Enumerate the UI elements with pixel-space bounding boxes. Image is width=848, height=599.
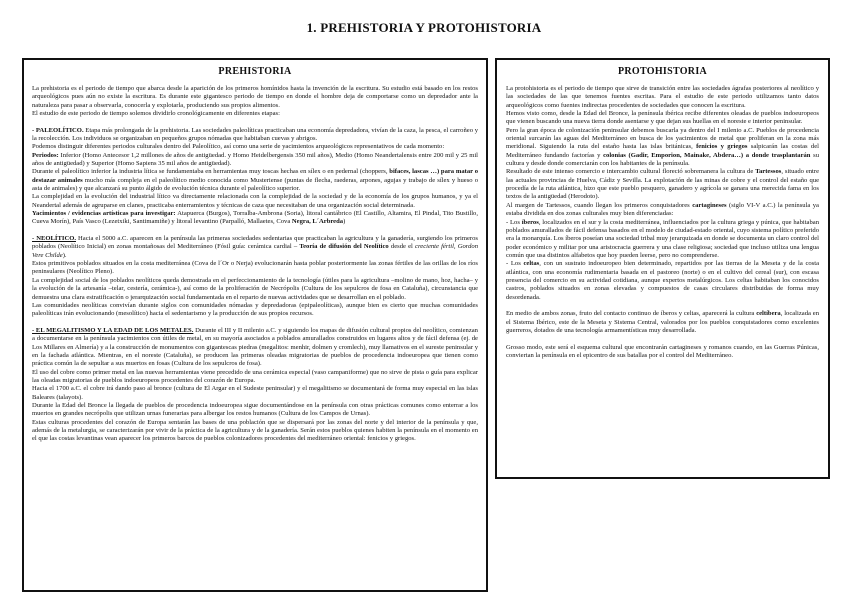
colonizacion-c: salpicarán las costas del Mediterráneo fundando factorías y bbox=[506, 143, 819, 159]
neolitico-comunidades: Las comunidades neolíticas convivían durante siglos con comunidades nómadas y depredadoras (epipaleolíticas), aunque bien es cierto que muchas comunidades paleolíticas irán evolucionando (mesolítico) hacia el sedentarismo y la producción de sus propios recursos. bbox=[32, 301, 478, 318]
megalitismo-text: Durante el III y II milenio a.C. y siguiendo los mapas de difusión cultural propios del neolítico, comienzan a documentarse en la península yacimientos con útiles de metal, en su mayoría asociados a poblados amurallados construidos en lugares altos y de fácil defensa (ej. de Los Millares en Almería) y a la construcción de monumentos con gigantescas piedras (megalitos: menhir, dolmen y cromlech), muy llamativos en el sureste peninsular y en la fachada atlántica. Mientras, en el noreste (Cataluña), se producen las primeras oleadas migratorias de pueblos de procedencia indoeuropea que tienen como práctica común la de sepultar a sus muertos en fosas (Cultura de los sepulcros de fosa). bbox=[32, 326, 478, 368]
protohistoria-iberos bbox=[506, 219, 819, 261]
teoria-text: desde el bbox=[388, 243, 416, 251]
tartessos-bold: Tartessos bbox=[755, 168, 782, 176]
colonizacion-fenicios: fenicios y griegos bbox=[696, 143, 748, 151]
paleolitico-periodos bbox=[32, 152, 478, 169]
industria-text-bold: bifaces, lascas …) para matar o destazar animales bbox=[32, 168, 478, 184]
paleolitico-periodos-intro: Podemos distinguir diferentes periodos culturales dentro del Paleolítico, así como una serie de yacimientos arqueológicos representativos de cada momento: bbox=[32, 143, 445, 151]
protohistoria-tartessos bbox=[506, 168, 819, 201]
protohistoria-celtas bbox=[506, 260, 819, 302]
yacimientos-end: ) bbox=[343, 218, 346, 226]
paleolitico-text: Etapa más prolongada de la prehistoria. Las sociedades paleolíticas practicaban una economía depredadora, vivían de la caza, la pesca, el carroñeo y la recolección. Los individuos se organizaban en pequeños grupos nómadas que habitaban cuevas y abrigos. bbox=[32, 126, 478, 143]
neolitico-complejidad: La complejidad social de los poblados neolíticos queda demostrada en el perfeccionamiento de la tecnología (útiles para la agricultura –molino de mano, hoz, hacha– y la evolución de la artesanía –telar, cestería, cerámica-), así como de la proliferación de Necrópolis (Cultura de los sepulcros de fosa en Cataluña), circunstancia que demuestra una clara estratificación o jerarquización social fundamentada en el reparto de nuevas actividades que se desarrollan en el poblado. bbox=[32, 276, 478, 301]
industria-text-c: mucho más compleja en el paleolítico medio conocida como Musteriense (puntas de flecha, raederas, arpones, agujas y trabajo de sílex y hueso o asta de animales) y que alcanzará su punto álgido de evolución técnica durante el paleolítico superior. bbox=[32, 176, 478, 193]
colonizacion-e: su cultura y desde donde comerciarán con los habitantes de la península. bbox=[506, 151, 820, 168]
cartagineses-a: Al margen de Tartessos, cuando llegan los primeros conquistadores bbox=[506, 201, 693, 209]
celtas-a: - Los bbox=[506, 260, 524, 268]
teoria-italic: creciente fértil, Gordon Vere Childe bbox=[32, 243, 479, 259]
protohistoria-heading: PROTOHISTORIA bbox=[617, 66, 708, 77]
neolitico-paragraph bbox=[32, 235, 478, 260]
periodos-text: Inferior (Homo Antecesor 1,2 millones de años de antigüedad. y Homo Heidelbergensis 350 mil años), Medio (Homo Neandertalensis entre 200 mil y 25 mil años de antigüedad) y Superior (Homo Sapiens 35 mil años de antigüedad). bbox=[32, 151, 478, 168]
tartessos-c: , situado entre las actuales provincias de Huelva, Cádiz y Sevilla. La explotación de las minas de cobre y el control del estaño que procedía de la ruta atlántica, hizo que este pueblo pesquero, ganadero y agrícola se ganara una merecida fama en los textos de la antigüedad (Herodoto). bbox=[506, 168, 820, 201]
paleolitico-label: - PALEOLÍTICO. bbox=[32, 126, 84, 134]
protohistoria-celtiberos bbox=[506, 310, 819, 335]
neolitico-poblados: Estos primitivos poblados situados en la costa mediterránea (Cova de l´Or o Nerja) evolucionarán hasta poblar posteriormente las zonas fértiles de las orillas de los ríos peninsulares (Neolítico Pleno). bbox=[32, 260, 478, 276]
iberos-c: , localizados en el sur y la costa mediterránea, influenciados por la cultura griega y púnica, que habitaban poblados amurallados de fácil defensa basados en el modelo de ciudad-estado oriental, cuyo sistema político preferido era la monarquía. Los íberos poseían una sociedad tribal muy jerarquizada en donde se documenta un claro control del poder económico y militar por una aristocracia guerrera y una clase religiosa; sociedad que incluso utiliza una lengua común que usa distintos alfabetos que hoy pueden leerse, pero no comprenderse. bbox=[506, 218, 819, 259]
protohistoria-conclusion: Grosso modo, este será el esquema cultural que encontrarán cartagineses y romanos cuando, en las Guerras Púnicas, conviertan la península en el epicentro de sus batallas por el control del Mediterráneo. bbox=[506, 343, 819, 359]
cartagineses-bold: cartagineses bbox=[692, 201, 727, 209]
yacimientos-bold: Negra, L´Arbreda bbox=[291, 218, 344, 226]
celtas-c: , con un sustrato indoeuropeo bien determinado, repartidos por las tierras de la Meseta y de la costa atlántica, con una economía rudimentaria basada en el pastoreo (norte) o en el cultivo del cereal (sur), con escasa presencia del comercio en su actividad cotidiana, aunque expertos metalúrgicos. Los celtas habitaban los conocidos castros, poblados situados en zonas elevadas y compuestos de casas circulares distribuidas de forma muy desordenada. bbox=[506, 260, 819, 301]
celtas-bold: celtas bbox=[523, 260, 540, 268]
cartagineses-c: (siglo VI-V a.C.) la península ya estaba dividida en dos zonas culturales muy bien diferenciadas: bbox=[506, 201, 819, 218]
paleolitico-paragraph bbox=[32, 127, 478, 144]
megalitismo-culturas: Estas culturas procedentes del corazón de Europa sentarán las bases de una población que se dispersará por las zonas del norte y del interior de la península y que, además de la metalurgia, se caracterizarán por vivir de la práctica de la agricultura y de la ganadería. Serán estos pueblos quienes habiten la península en el momento en el que las costas levantinas vean aparecer los primeros barcos de pueblos colonizadores procedentes del mediterráneo oriental: fenicios y griegos. bbox=[32, 418, 478, 443]
prehistoria-section bbox=[22, 58, 488, 592]
protohistoria-section bbox=[495, 58, 830, 479]
colonizacion-a: Pero la gran época de colonización peninsular debemos buscarla ya dentro del I milenio a.C. Pueblos de procedencia oriental surcarán las aguas del Mediterráneo en busca de los yacimientos de metal que proliferan en la zona más meridional. Siguiendo la ruta del estaño hasta las islas británicas, bbox=[506, 126, 819, 151]
industria-text-a: Durante el paleolítico inferior la industria lítica se fundamentaba en herramientas muy toscas hechas en sílex o en pedernal (choppers, bbox=[32, 168, 390, 176]
teoria-label: Teoría de difusión del Neolítico bbox=[299, 243, 389, 251]
tartessos-a: Resultado de este intenso comercio e intercambio cultural floreció sobremanera la cultura de bbox=[506, 168, 756, 176]
megalitismo-edad-bronce: Durante la Edad del Bronce la llegada de pueblos de procedencia indoeuropea sigue documentándose en la península con otras prácticas comunes como enterrar a los muertos en grandes necrópolis que utilizan urnas funerarias para albergar los restos humanos (Cultura de los Campos de Urnas). bbox=[32, 401, 478, 418]
protohistoria-colonizacion bbox=[506, 127, 819, 169]
megalitismo-paragraph bbox=[32, 327, 478, 369]
protohistoria-cartagineses bbox=[506, 202, 819, 219]
colonizacion-colonias: colonias (Gadir, Emporion, Mainake, Abdera…) a donde trasplantarán bbox=[603, 151, 811, 159]
megalitismo-bronce: Hacia el 1700 a.C. el cobre irá dando paso al bronce (cultura de El Argar en el Sudeste peninsular) y el megalitismo se documentará de forma muy especial en las islas Baleares (talayots). bbox=[32, 385, 478, 401]
neolitico-label: - NEOLÍTICO. bbox=[32, 235, 76, 243]
yacimientos-text: Atapuerca (Burgos), Torralba-Ambrona (Soria), litoral cantábrico (El Castillo, Altamira, El Pindal, Tito Bustillo, Cueva Morín), País Vasco (Lezetxiki, Santimamiñe) y litoral levantino (Parpalló, Mallaetes, Cova bbox=[32, 210, 478, 226]
page-title: 1. PREHISTORIA Y PROTOHISTORIA bbox=[306, 20, 542, 35]
iberos-bold: íberos bbox=[521, 218, 539, 226]
prehistoria-intro: La prehistoria es el periodo de tiempo que abarca desde la aparición de los primeros homínidos hasta la invención de la escritura. Su estudio está basado en los restos arqueológicos pues aún no existe la escritura. Es durante este gigantesco periodo de tiempo en donde el hombre deja de comportarse como un depredador ante la naturaleza para pasar a observarla, conocerla y explotarla, produciendo sus propios alimentos. bbox=[32, 85, 478, 109]
celtiberos-a: En medio de ambos zonas, fruto del contacto continuo de íberos y celtas, aparecerá la cultura bbox=[506, 310, 757, 318]
protohistoria-oleadas: Hemos visto como, desde la Edad del Bronce, la península ibérica recibe diferentes oleadas de pueblos indoeuropeos que vienen buscando una nueva tierra donde asentarse y que dejan sus huellas en el noreste e interior peninsular. bbox=[506, 110, 819, 126]
prehistoria-heading: PREHISTORIA bbox=[218, 66, 292, 77]
megalitismo-cobre: El uso del cobre como primer metal en las nuevas herramientas viene precedido de una cerámica especial (vaso campaniforme) que no sirve de pista o guía para explicar las oleadas migratorias de pueblos indoeuropeos procedentes del corazón de Europa. bbox=[32, 368, 478, 384]
protohistoria-intro: La protohistoria es el periodo de tiempo que sirve de transición entre las sociedades ágrafas posteriores al neolítico y las sociedades de las que tenemos fuentes escritas. Para el estudio de este periodo utilizamos tanto datos arqueológicos como fuentes indirectas procedentes de sociedades que conocen la escritura. bbox=[506, 85, 819, 109]
teoria-end: ). bbox=[62, 251, 67, 259]
megalitismo-label: - EL MEGALITISMO Y LA EDAD DE LOS METALES. bbox=[32, 326, 194, 334]
paleolitico-complejidad: La complejidad en la evolución del industrial lítico va directamente relacionada con la complejidad de la sociedad y de la economía de los grupos humanos, y ya el Neandertal además de agruparse en clanes, practicaba enterramientos y técnicas de caza que necesitaban de una organización social determinada. bbox=[32, 193, 478, 209]
paleolitico-industria bbox=[32, 168, 478, 193]
yacimientos-label: Yacimientos / evidencias artísticas para investigar: bbox=[32, 210, 176, 218]
periodos-label: Periodos: bbox=[32, 151, 59, 159]
paleolitico-yacimientos bbox=[32, 210, 478, 227]
prehistoria-intro-etapas: El estudio de este periodo de tiempo solemos dividirlo cronológicamente en diferentes etapas: bbox=[32, 110, 280, 118]
celtiberos-bold: celtíbera bbox=[756, 310, 781, 318]
celtiberos-c: , localizada en el Sistema Ibérico, este de la Meseta y Sistema Central, valorados por los pueblos conquistadores como excelentes guerreros, dotados de una tecnología armamentísticas muy desarrollada. bbox=[506, 310, 819, 334]
neolitico-text: Hacia el 5000 a.C. aparecen en la península las primeras sociedades sedentarias que practicaban la agricultura y la ganadería, surgiendo los primeros poblados (Neolítico Inicial) en zonas montañosas del Mediterráneo (Fósil guía: cerámica cardial – bbox=[32, 235, 478, 251]
iberos-a: - Los bbox=[506, 218, 522, 226]
